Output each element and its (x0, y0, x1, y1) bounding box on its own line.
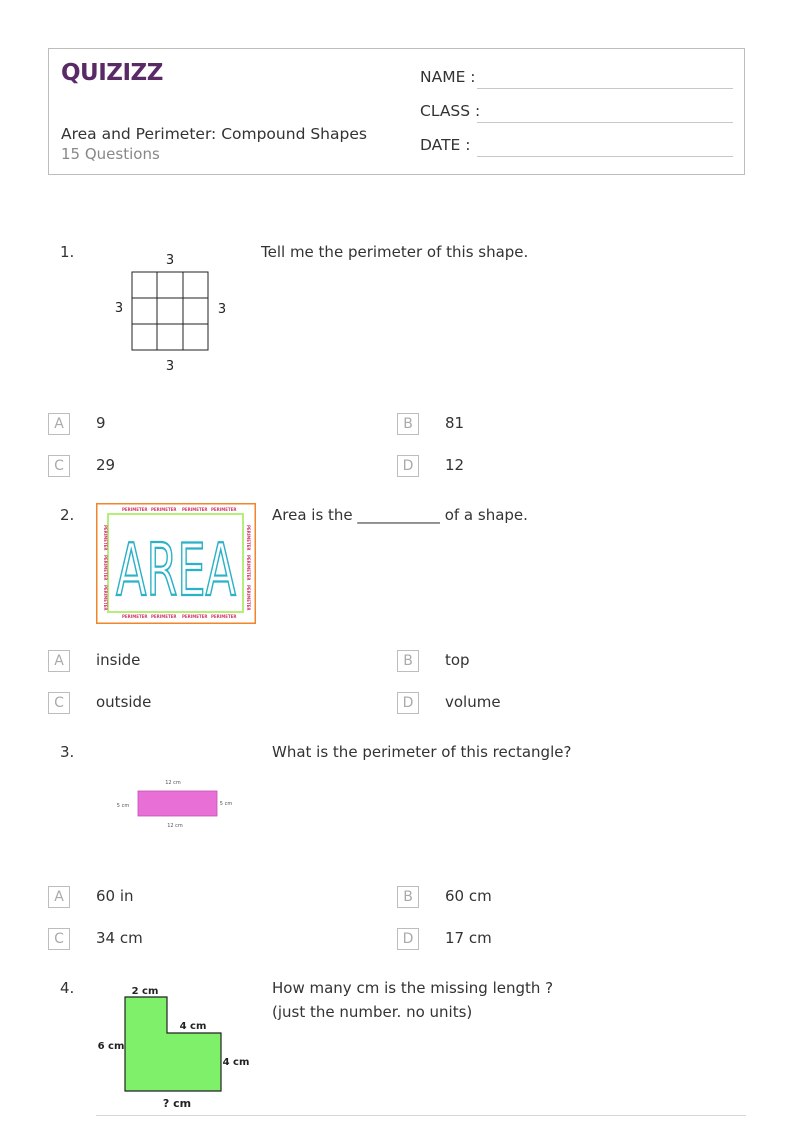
question-text: What is the perimeter of this rectangle? (272, 743, 572, 761)
question-number: 3. (60, 743, 75, 761)
option-text[interactable]: volume (445, 693, 501, 711)
grid-square-figure (105, 245, 235, 380)
option-letter[interactable]: B (397, 886, 419, 908)
grid-label-left: 3 (114, 301, 124, 316)
class-label: CLASS : (420, 102, 481, 120)
option-text[interactable]: 29 (96, 456, 116, 474)
rectangle-figure (110, 775, 240, 835)
option-text[interactable]: outside (96, 693, 152, 711)
border-word: PERIMETER (182, 507, 208, 512)
border-word: PERIMETER (151, 614, 177, 619)
question-count: 15 Questions (61, 145, 160, 163)
date-field[interactable] (477, 156, 733, 157)
border-word: PERIMETER (182, 614, 208, 619)
border-word: PERIMETER (211, 507, 237, 512)
name-field[interactable] (477, 88, 733, 89)
grid-label-bottom: 3 (165, 359, 175, 374)
quizizz-logo: QUIZIZZ (61, 60, 163, 86)
border-word: PERIMETER (103, 525, 108, 551)
option-letter[interactable]: C (48, 692, 70, 714)
worksheet-title: Area and Perimeter: Compound Shapes (61, 125, 367, 143)
lshape-label-top: 2 cm (131, 986, 159, 997)
option-text[interactable]: 60 cm (445, 887, 492, 905)
option-text[interactable]: 12 (445, 456, 465, 474)
grid-label-top: 3 (165, 253, 175, 268)
lshape-label-left: 6 cm (97, 1041, 125, 1052)
option-letter[interactable]: A (48, 413, 70, 435)
option-text[interactable]: 9 (96, 414, 106, 432)
l-shape-figure (96, 980, 256, 1112)
rect-label-right: 5 cm (219, 801, 233, 807)
border-word: PERIMETER (103, 555, 108, 581)
area-word: AREA (116, 528, 236, 612)
name-label: NAME : (420, 68, 476, 86)
question-text: Area is the ___________ of a shape. (272, 506, 528, 524)
lshape-label-bottom: ? cm (162, 1097, 192, 1110)
option-text[interactable]: top (445, 651, 470, 669)
date-label: DATE : (420, 136, 471, 154)
option-text[interactable]: 81 (445, 414, 465, 432)
question-text: Tell me the perimeter of this shape. (261, 243, 529, 261)
question-number: 4. (60, 979, 75, 997)
option-letter[interactable]: C (48, 928, 70, 950)
option-text[interactable]: 17 cm (445, 929, 492, 947)
lshape-label-step: 4 cm (179, 1021, 207, 1032)
border-word: PERIMETER (246, 555, 251, 581)
option-letter[interactable]: A (48, 650, 70, 672)
rect-label-left: 5 cm (116, 803, 130, 809)
option-letter[interactable]: A (48, 886, 70, 908)
question-subtext: (just the number. no units) (272, 1003, 473, 1021)
question-number: 1. (60, 243, 75, 261)
lshape-label-right: 4 cm (222, 1057, 250, 1068)
border-word: PERIMETER (246, 585, 251, 611)
option-letter[interactable]: B (397, 413, 419, 435)
border-word: PERIMETER (151, 507, 177, 512)
class-field[interactable] (477, 122, 733, 123)
border-word: PERIMETER (122, 507, 148, 512)
question-number: 2. (60, 506, 75, 524)
grid-label-right: 3 (217, 302, 227, 317)
option-letter[interactable]: D (397, 928, 419, 950)
rect-label-bottom: 12 cm (167, 823, 183, 829)
option-letter[interactable]: C (48, 455, 70, 477)
answer-divider (96, 1115, 746, 1116)
border-word: PERIMETER (211, 614, 237, 619)
option-text[interactable]: inside (96, 651, 141, 669)
rect-label-top: 12 cm (165, 780, 181, 786)
border-word: PERIMETER (122, 614, 148, 619)
border-word: PERIMETER (103, 585, 108, 611)
option-text[interactable]: 60 in (96, 887, 134, 905)
question-text: How many cm is the missing length ? (272, 979, 554, 997)
option-letter[interactable]: B (397, 650, 419, 672)
border-word: PERIMETER (246, 525, 251, 551)
option-letter[interactable]: D (397, 692, 419, 714)
option-letter[interactable]: D (397, 455, 419, 477)
option-text[interactable]: 34 cm (96, 929, 143, 947)
area-perimeter-image (96, 503, 256, 624)
